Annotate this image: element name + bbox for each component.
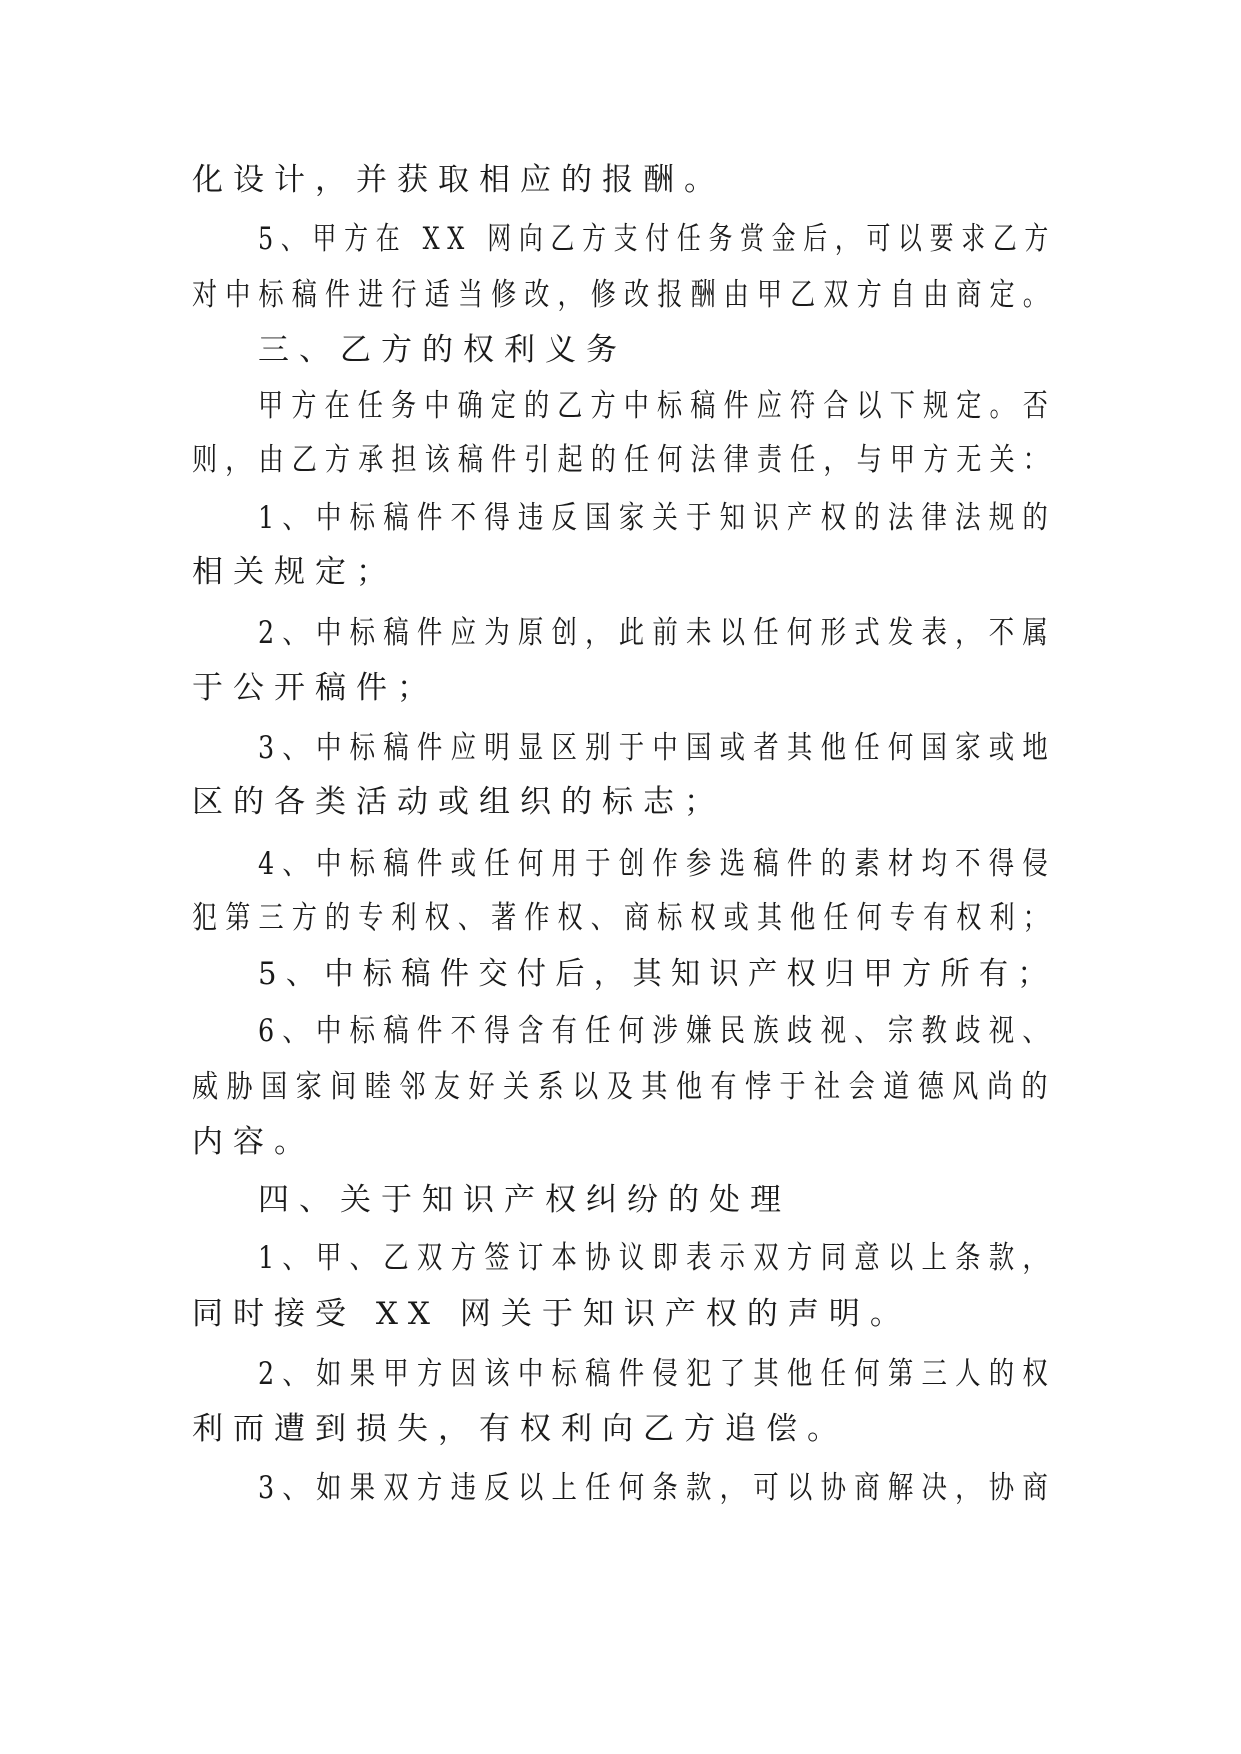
text-line <box>0 1407 1241 1451</box>
text-line <box>0 496 1241 540</box>
section-heading <box>0 1178 1241 1222</box>
line-text: 5、甲方在 XX 网向乙方支付任务赏金后，可以要求乙方 <box>258 221 1057 257</box>
section-heading <box>0 328 1241 372</box>
text-line <box>0 896 1241 940</box>
line-text: 利而遭到损失，有权利向乙方追偿。 <box>192 1411 848 1447</box>
line-text: 5、中标稿件交付后，其知识产权归甲方所有； <box>258 956 1056 992</box>
text-line <box>0 158 1241 202</box>
text-line <box>0 438 1241 482</box>
line-text: 对中标稿件进行适当修改，修改报酬由甲乙双方自由商定。 <box>192 277 1056 313</box>
line-text: 犯第三方的专利权、著作权、商标权或其他任何专有权利； <box>192 900 1056 936</box>
text-line <box>0 611 1241 655</box>
line-text: 同时接受 XX 网关于知识产权的声明。 <box>192 1296 911 1332</box>
line-text: 3、中标稿件应明显区别于中国或者其他任何国家或地 <box>258 730 1057 766</box>
line-text: 2、如果甲方因该中标稿件侵犯了其他任何第三人的权 <box>258 1356 1057 1392</box>
text-line <box>0 217 1241 261</box>
line-text: 甲方在任务中确定的乙方中标稿件应符合以下规定。否 <box>258 388 1057 424</box>
text-line <box>0 1120 1241 1164</box>
text-line <box>0 1065 1241 1109</box>
text-line <box>0 952 1241 996</box>
line-text: 1、中标稿件不得违反国家关于知识产权的法律法规的 <box>258 500 1057 536</box>
line-text: 四、关于知识产权纠纷的处理 <box>258 1182 791 1218</box>
text-line <box>0 726 1241 770</box>
line-text: 威胁国家间睦邻友好关系以及其他有悖于社会道德风尚的 <box>192 1069 1056 1105</box>
line-text: 6、中标稿件不得含有任何涉嫌民族歧视、宗教歧视、 <box>258 1013 1057 1049</box>
line-text: 4、中标稿件或任何用于创作参选稿件的素材均不得侵 <box>258 846 1057 882</box>
text-line <box>0 842 1241 886</box>
text-line <box>0 384 1241 428</box>
text-line <box>0 550 1241 594</box>
text-line <box>0 1009 1241 1053</box>
line-text: 3、如果双方违反以上任何条款，可以协商解决，协商 <box>258 1470 1057 1506</box>
line-text: 2、中标稿件应为原创，此前未以任何形式发表，不属 <box>258 615 1057 651</box>
text-line <box>0 780 1241 824</box>
text-line <box>0 273 1241 317</box>
line-text: 1、甲、乙双方签订本协议即表示双方同意以上条款， <box>258 1240 1057 1276</box>
line-text: 于公开稿件； <box>192 670 438 706</box>
line-text: 区的各类活动或组织的标志； <box>192 784 725 820</box>
text-line <box>0 1292 1241 1336</box>
line-text: 三、乙方的权利义务 <box>258 332 627 368</box>
line-text: 化设计，并获取相应的报酬。 <box>192 162 725 198</box>
text-line <box>0 1352 1241 1396</box>
line-text: 相关规定； <box>192 554 397 590</box>
line-text: 则，由乙方承担该稿件引起的任何法律责任，与甲方无关： <box>192 442 1056 478</box>
text-line <box>0 1466 1241 1510</box>
text-line <box>0 1236 1241 1280</box>
text-line <box>0 666 1241 710</box>
line-text: 内容。 <box>192 1124 315 1160</box>
